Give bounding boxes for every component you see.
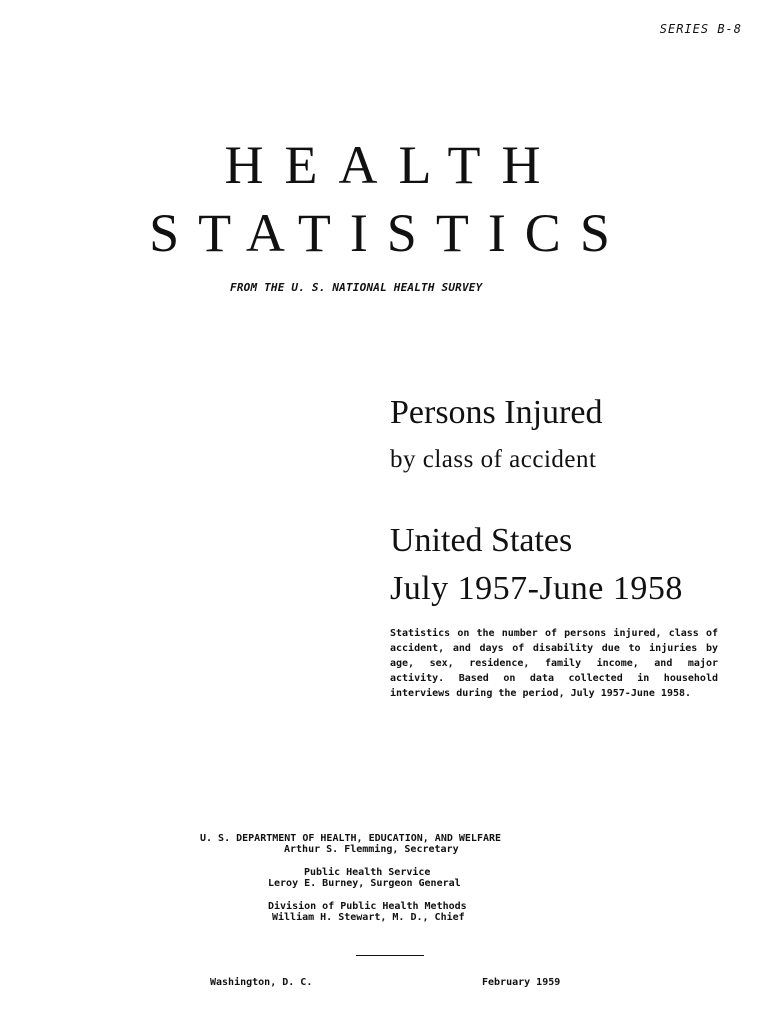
credit-division-group bbox=[200, 901, 600, 923]
credit-service-group bbox=[200, 867, 600, 889]
credits-block bbox=[200, 833, 600, 935]
chief-name: William H. Stewart, M. D., Chief bbox=[272, 912, 465, 923]
surgeon-general-name: Leroy E. Burney, Surgeon General bbox=[268, 878, 461, 889]
divider-rule bbox=[356, 955, 424, 956]
credit-department-group bbox=[200, 833, 600, 855]
service-name: Public Health Service bbox=[304, 867, 431, 878]
description-paragraph: Statistics on the number of persons injured, class of accident, and days of disability due to injuries by age, sex, residence, family income, and major activity. Based on data collected in household interviews during the period, July 1957-June 1958. bbox=[390, 628, 718, 699]
secretary-name: Arthur S. Flemming, Secretary bbox=[284, 844, 459, 855]
topic-location: United States bbox=[390, 522, 573, 559]
topic-subheading: by class of accident bbox=[390, 446, 597, 473]
title-health: HEALTH bbox=[224, 135, 562, 195]
series-label: SERIES B-8 bbox=[659, 22, 742, 36]
topic-heading: Persons Injured bbox=[390, 394, 603, 431]
department-name: U. S. DEPARTMENT OF HEALTH, EDUCATION, AND WELFARE bbox=[200, 833, 502, 844]
footer-place: Washington, D. C. bbox=[210, 977, 313, 988]
subtitle: FROM THE U. S. NATIONAL HEALTH SURVEY bbox=[230, 281, 483, 294]
title-statistics: STATISTICS bbox=[149, 203, 629, 263]
footer-date: February 1959 bbox=[482, 977, 561, 988]
division-name: Division of Public Health Methods bbox=[268, 901, 467, 912]
topic-period: July 1957-June 1958 bbox=[390, 570, 683, 607]
